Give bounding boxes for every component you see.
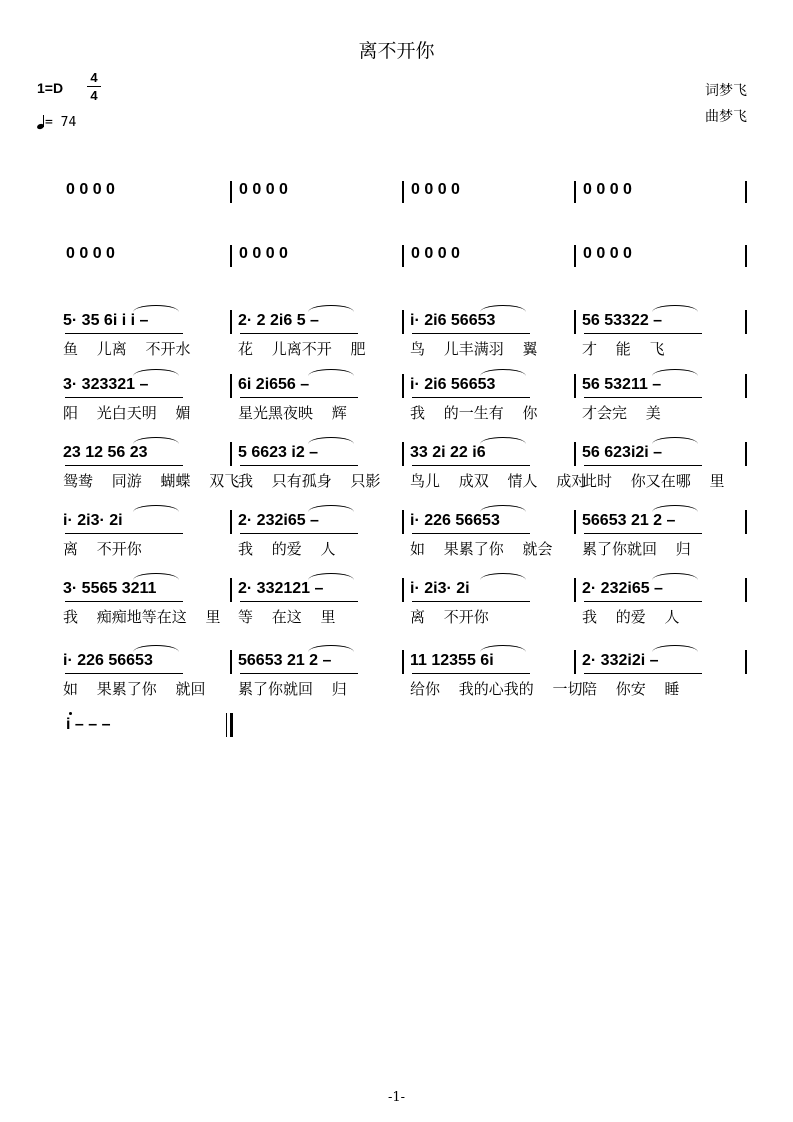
slur — [133, 369, 179, 376]
slur — [480, 505, 526, 512]
lyric-text: 离 不开你 — [410, 608, 489, 626]
lyric-text: 鱼 儿离 不开水 — [63, 340, 191, 358]
time-signature-line — [87, 86, 101, 87]
measure: 2· 232i65 – — [238, 512, 319, 529]
slur — [652, 505, 698, 512]
barline — [574, 510, 576, 534]
quarter-note-icon — [37, 115, 45, 129]
beam-line — [584, 465, 702, 466]
barline — [745, 310, 747, 334]
beam-line — [65, 465, 183, 466]
slur — [652, 369, 698, 376]
measure: 5 6623 i2 – — [238, 444, 319, 461]
measure: 23 12 56 23 — [63, 444, 148, 461]
lyric-text: 鸟 儿丰满羽 翼 — [410, 340, 538, 358]
slur — [480, 437, 526, 444]
lyric-text: 星光黑夜映 辉 — [238, 404, 347, 422]
slur — [133, 505, 179, 512]
lyric-row-3 — [0, 470, 793, 490]
beam-line — [240, 397, 358, 398]
beam-line — [584, 601, 702, 602]
lyric-text: 我 的爱 人 — [582, 608, 680, 626]
notation-row-2 — [0, 376, 793, 396]
measure: 0 0 0 0 — [66, 181, 115, 198]
measure: i· 226 56653 — [410, 512, 500, 529]
measure: 56653 21 2 – — [238, 652, 332, 669]
lyric-text: 我 痴痴地等在这 里 — [63, 608, 221, 626]
time-signature-top: 4 — [90, 70, 98, 85]
notation-row-6 — [0, 652, 793, 672]
beam-line — [240, 533, 358, 534]
measure: 33 2i 22 i6 — [410, 444, 486, 461]
lyric-row-1 — [0, 338, 793, 358]
lyric-text: 花 儿离不开 肥 — [238, 340, 366, 358]
beam-line — [65, 533, 183, 534]
octave-dot — [69, 712, 72, 715]
barline — [745, 650, 747, 674]
barline — [230, 650, 232, 674]
lyricist-credit: 词梦飞 — [705, 83, 747, 99]
barline — [745, 442, 747, 466]
measure: 0 0 0 0 — [583, 245, 632, 262]
slur — [308, 369, 354, 376]
barline — [402, 578, 404, 602]
lyric-text: 离 不开你 — [63, 540, 142, 558]
slur — [133, 645, 179, 652]
lyric-text: 如 果累了你 就回 — [63, 680, 206, 698]
notation-row-4 — [0, 512, 793, 532]
beam-line — [65, 601, 183, 602]
time-signature — [87, 70, 101, 103]
barline — [230, 374, 232, 398]
slur — [308, 645, 354, 652]
measure: 0 0 0 0 — [239, 181, 288, 198]
measure: 56 53211 – — [582, 376, 662, 393]
slur — [133, 437, 179, 444]
beam-line — [412, 601, 530, 602]
lyric-row-2 — [0, 402, 793, 422]
tempo-marking — [37, 115, 76, 130]
barline — [402, 245, 404, 267]
beam-line — [240, 465, 358, 466]
measure: 2· 332121 – — [238, 580, 324, 597]
page-number: -1- — [387, 1090, 406, 1105]
beam-line — [584, 533, 702, 534]
composer-credit: 曲梦飞 — [705, 109, 747, 125]
beam-line — [412, 465, 530, 466]
lyric-text: 等 在这 里 — [238, 608, 336, 626]
measure: 0 0 0 0 — [66, 245, 115, 262]
lyric-text: 我 只有孤身 只影 — [238, 472, 381, 490]
barline — [402, 510, 404, 534]
beam-line — [412, 533, 530, 534]
barline — [230, 245, 232, 267]
slur — [308, 437, 354, 444]
beam-line — [584, 397, 702, 398]
notation-row-3 — [0, 444, 793, 464]
measure: 0 0 0 0 — [411, 245, 460, 262]
barline — [574, 578, 576, 602]
barline — [230, 181, 232, 203]
key-signature: 1=D — [37, 80, 64, 96]
measure: i· 2i3· 2i — [410, 580, 470, 597]
lyric-text: 此时 你又在哪 里 — [582, 472, 725, 490]
barline — [745, 374, 747, 398]
measure: 0 0 0 0 — [239, 245, 288, 262]
measure: i· 2i6 56653 — [410, 376, 496, 393]
barline — [745, 181, 747, 203]
measure: i· 2i3· 2i — [63, 512, 123, 529]
beam-line — [240, 673, 358, 674]
lyric-text: 累了你就回 归 — [582, 540, 691, 558]
lyric-text: 我 的爱 人 — [238, 540, 336, 558]
lyric-text: 才会完 美 — [582, 404, 661, 422]
slur — [652, 645, 698, 652]
beam-line — [65, 333, 183, 334]
measure: 5· 35 6i i i – — [63, 312, 149, 329]
slur — [480, 305, 526, 312]
measure: 56 53322 – — [582, 312, 663, 329]
barline — [230, 510, 232, 534]
slur — [133, 305, 179, 312]
lyric-text: 累了你就回 归 — [238, 680, 347, 698]
slur — [652, 573, 698, 580]
lyric-text: 我 的一生有 你 — [410, 404, 538, 422]
measure: 56653 21 2 – — [582, 512, 676, 529]
lyric-text: 如 果累了你 就会 — [410, 540, 553, 558]
slur — [133, 573, 179, 580]
measure: 0 0 0 0 — [411, 181, 460, 198]
measure: 2· 332i2i – — [582, 652, 659, 669]
beam-line — [65, 673, 183, 674]
beam-line — [412, 397, 530, 398]
barline — [402, 442, 404, 466]
measure: 0 0 0 0 — [583, 181, 632, 198]
barline — [230, 310, 232, 334]
slur — [652, 437, 698, 444]
lyric-text: 阳 光白天明 媚 — [63, 404, 191, 422]
beam-line — [584, 333, 702, 334]
lyric-text: 鸳鸯 同游 蝴蝶 双飞 — [63, 472, 240, 490]
lyric-row-4 — [0, 538, 793, 558]
lyric-text: 给你 我的心我的 一切 — [410, 680, 583, 698]
measure: i – – – — [66, 716, 111, 733]
barline — [230, 578, 232, 602]
barline — [745, 510, 747, 534]
slur — [652, 305, 698, 312]
lyric-text: 才 能 飞 — [582, 340, 665, 358]
slur — [480, 369, 526, 376]
beam-line — [240, 601, 358, 602]
barline — [745, 245, 747, 267]
beam-line — [65, 397, 183, 398]
measure: 2· 232i65 – — [582, 580, 663, 597]
barline — [402, 650, 404, 674]
time-signature-bottom: 4 — [90, 88, 98, 103]
beam-line — [584, 673, 702, 674]
measure: 3· 5565 3211 — [63, 580, 157, 597]
barline — [574, 310, 576, 334]
intro-row-2 — [0, 245, 793, 265]
measure: i· 2i6 56653 — [410, 312, 496, 329]
beam-line — [240, 333, 358, 334]
barline — [574, 442, 576, 466]
lyric-text: 鸟儿 成双 情人 成对 — [410, 472, 587, 490]
measure: i· 226 56653 — [63, 652, 153, 669]
measure: 3· 323321 – — [63, 376, 149, 393]
song-title: 离不开你 — [358, 40, 435, 62]
barline — [402, 181, 404, 203]
barline — [230, 442, 232, 466]
tempo-value: = 74 — [45, 115, 77, 130]
barline — [574, 650, 576, 674]
measure: 56 623i2i – — [582, 444, 663, 461]
measure: 11 12355 6i — [410, 652, 494, 669]
barline — [402, 374, 404, 398]
slur — [480, 573, 526, 580]
measure: 6i 2i656 – — [238, 376, 310, 393]
final-barline-thick — [230, 713, 233, 737]
barline — [574, 374, 576, 398]
slur — [480, 645, 526, 652]
lyric-text: 陪 你安 睡 — [582, 680, 680, 698]
slur — [308, 305, 354, 312]
beam-line — [412, 333, 530, 334]
barline — [402, 310, 404, 334]
barline — [574, 181, 576, 203]
intro-row-1 — [0, 181, 793, 201]
notation-row-1 — [0, 312, 793, 332]
barline — [745, 578, 747, 602]
lyric-row-6 — [0, 678, 793, 698]
barline — [574, 245, 576, 267]
beam-line — [412, 673, 530, 674]
final-row — [0, 716, 793, 736]
final-barline-thin — [226, 713, 227, 737]
lyric-row-5 — [0, 606, 793, 626]
slur — [308, 573, 354, 580]
notation-row-5 — [0, 580, 793, 600]
slur — [308, 505, 354, 512]
measure: 2· 2 2i6 5 – — [238, 312, 319, 329]
